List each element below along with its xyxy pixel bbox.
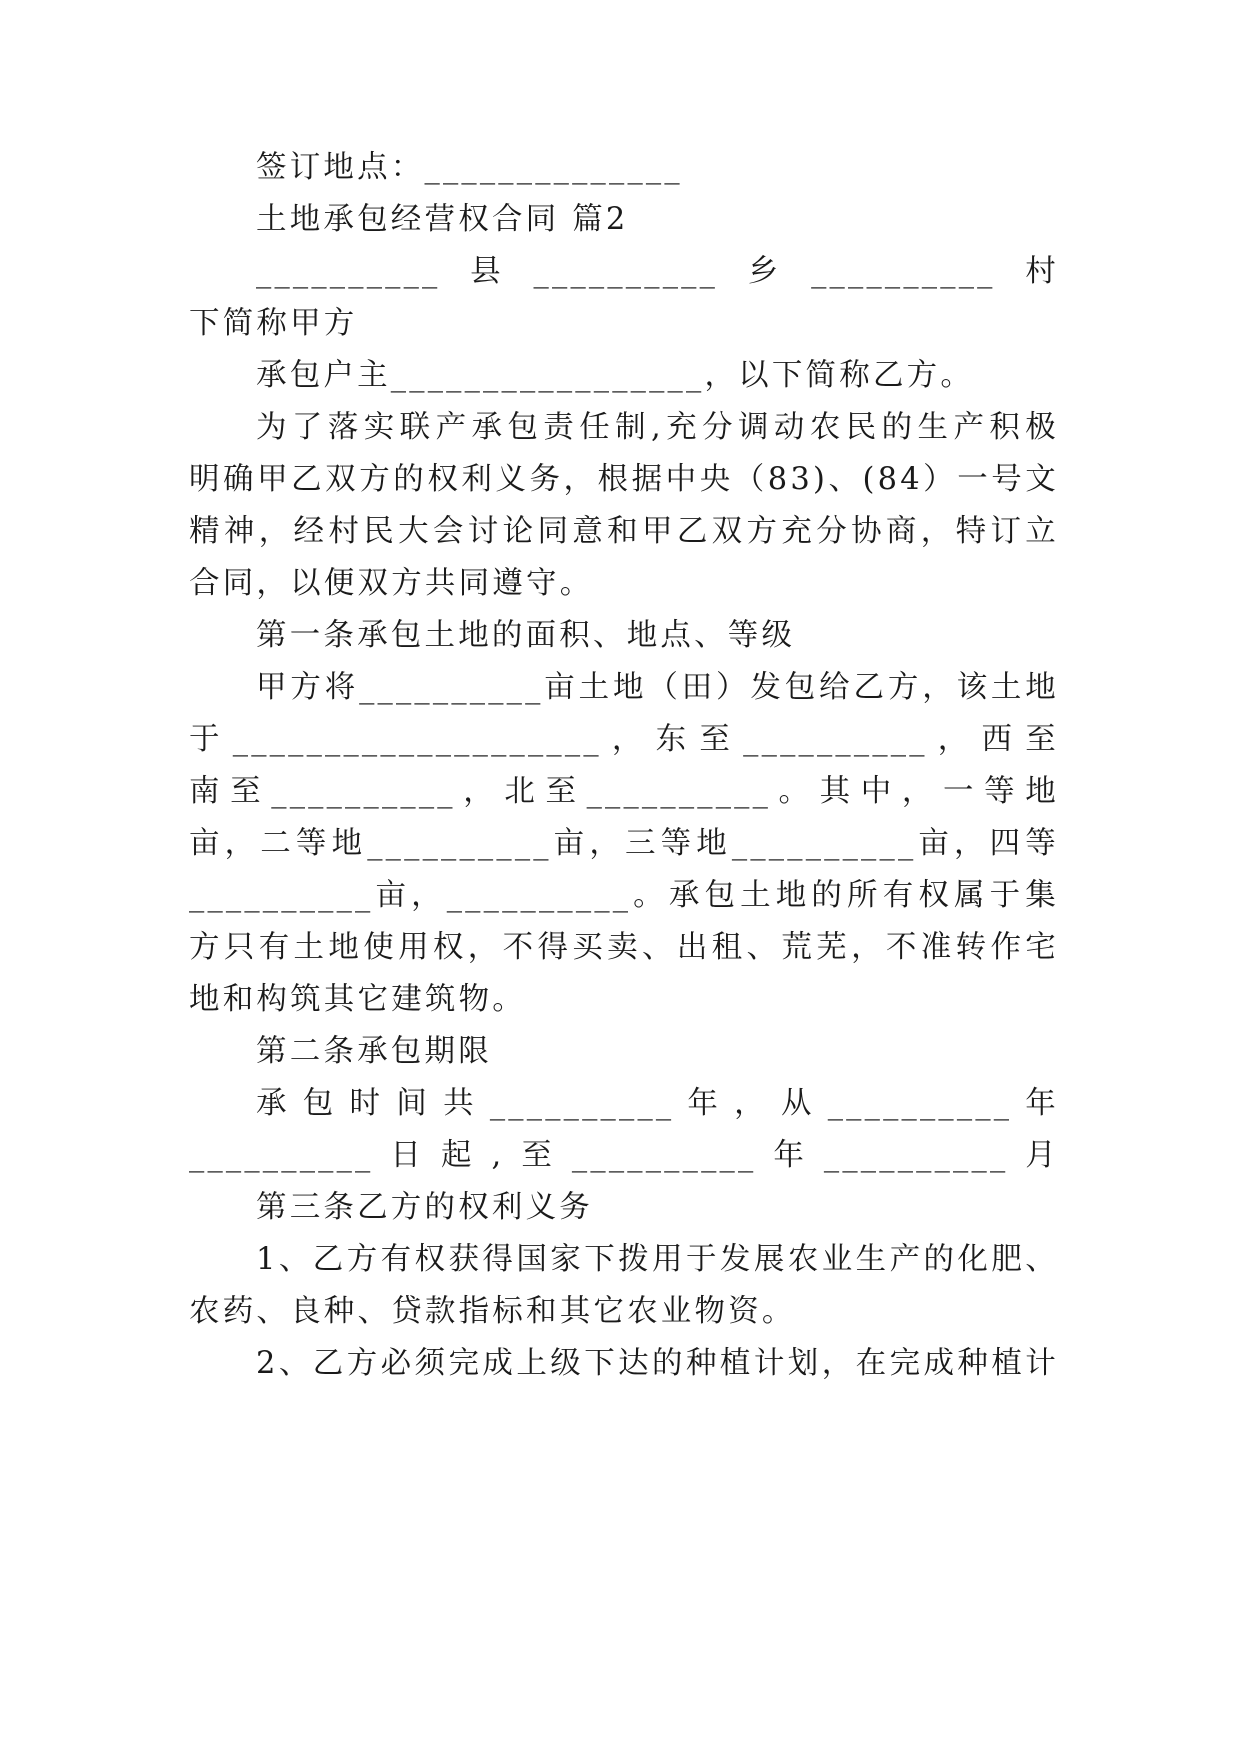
party-a-line: __________县__________乡__________村 [256, 254, 1059, 289]
article-3-heading: 第三条乙方的权利义务 [256, 1190, 593, 1225]
article-2-heading: 第二条承包期限 [256, 1034, 492, 1069]
article-1-line-4: 亩，二等地__________亩，三等地__________亩，四等 [189, 826, 1059, 861]
article-1-heading: 第一条承包土地的面积、地点、等级 [256, 618, 796, 653]
article-1-line-5: __________亩，__________。承包土地的所有权属于集 [189, 878, 1059, 913]
article-3-item-1-line-1: 1、乙方有权获得国家下拨用于发展农业生产的化肥、 [256, 1242, 1059, 1277]
article-1-line-1: 甲方将__________亩土地（田）发包给乙方，该土地 [256, 670, 1059, 705]
article-3-item-2-line-1: 2、乙方必须完成上级下达的种植计划，在完成种植计 [256, 1346, 1059, 1381]
contract-heading: 土地承包经营权合同 篇2 [256, 202, 629, 237]
article-2-line-1: 承包时间共__________年，从__________年 [256, 1086, 1059, 1121]
article-1-line-7: 地和构筑其它建筑物。 [189, 982, 526, 1017]
party-b-line: 承包户主_________________，以下简称乙方。 [256, 358, 975, 393]
party-a-line-cont: 下简称甲方 [189, 306, 358, 341]
article-1-line-3: 南至__________，北至__________。其中，一等地 [189, 774, 1059, 809]
article-1-line-2: 于____________________，东至__________，西至 [189, 722, 1059, 757]
signing-location-line: 签订地点：______________ [256, 150, 683, 185]
preamble-line-4: 合同，以便双方共同遵守。 [189, 566, 594, 601]
preamble-line-2: 明确甲乙双方的权利义务，根据中央（83)、(84）一号文 [189, 462, 1059, 497]
article-2-line-2: __________日起,至__________年__________月 [189, 1138, 1059, 1173]
preamble-line-1: 为了落实联产承包责任制,充分调动农民的生产积极 [256, 410, 1059, 445]
article-3-item-1-line-2: 农药、良种、贷款指标和其它农业物资。 [189, 1294, 796, 1329]
preamble-line-3: 精神，经村民大会讨论同意和甲乙双方充分协商，特订立 [189, 514, 1059, 549]
article-1-line-6: 方只有土地使用权，不得买卖、出租、荒芜，不准转作宅 [189, 930, 1059, 965]
